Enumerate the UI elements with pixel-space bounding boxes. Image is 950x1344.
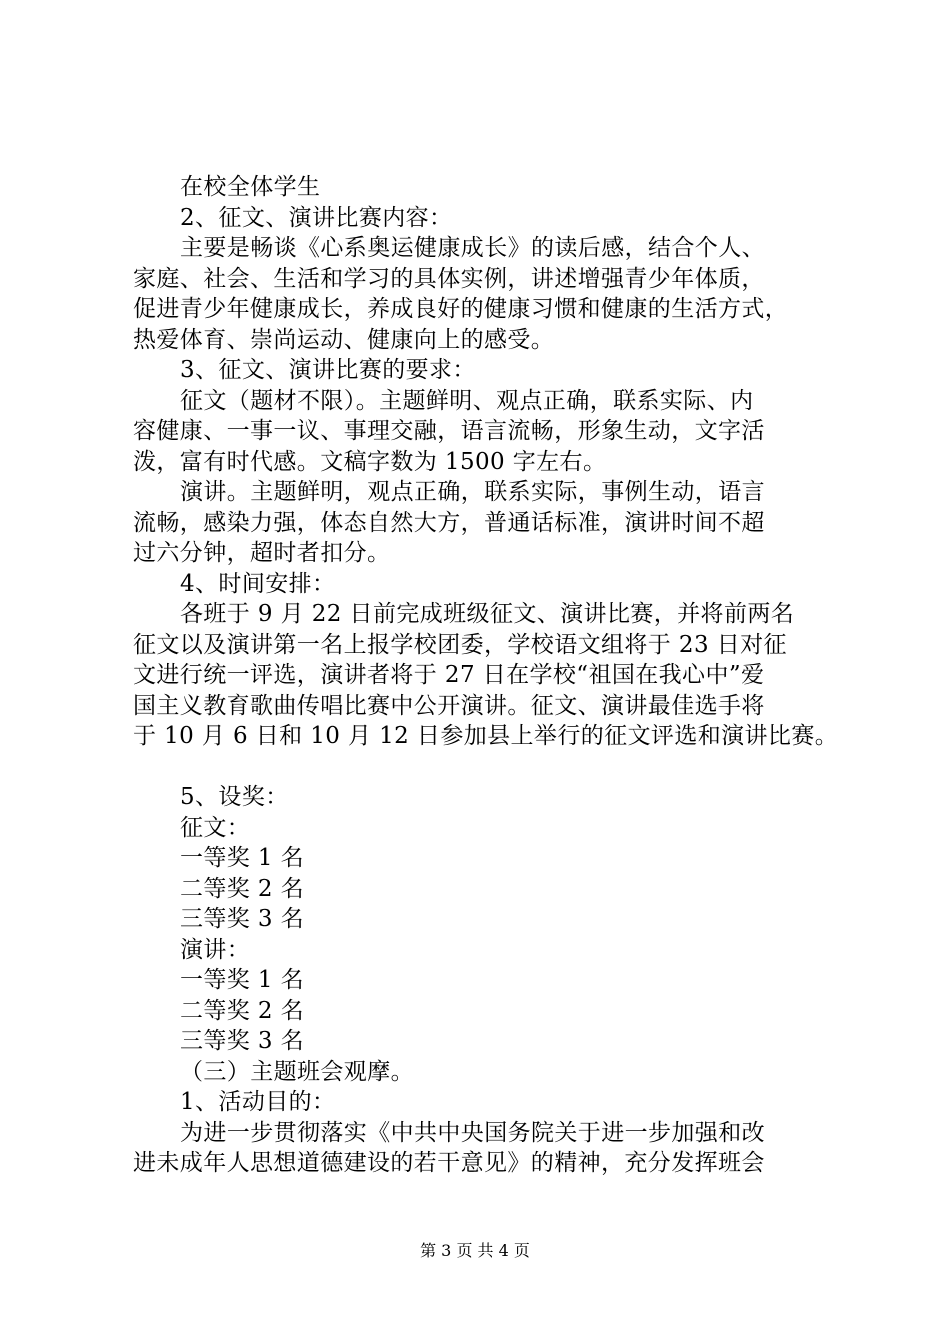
text-line: 3、征文、演讲比赛的要求：	[180, 357, 476, 383]
text-line: 征文（题材不限）。主题鲜明、观点正确，联系实际、内	[180, 387, 754, 414]
text-line: 演讲：	[180, 936, 251, 963]
text-line: 一等奖 1 名	[180, 967, 305, 993]
text-line: 流畅，感染力强，体态自然大方，普通话标准，演讲时间不超	[133, 509, 765, 536]
text-line: 容健康、一事一议、事理交融，语言流畅，形象生动，文字活	[133, 418, 765, 444]
blank-line	[133, 752, 853, 783]
text-line: 热爱体育、崇尚运动、健康向上的感受。	[133, 326, 555, 353]
text-line: 促进青少年健康成长，养成良好的健康习惯和健康的生活方式，	[133, 296, 789, 322]
text-line: 主要是畅谈《心系奥运健康成长》的读后感，结合个人、	[180, 235, 765, 261]
text-line: 于 10 月 6 日和 10 月 12 日参加县上举行的征文评选和演讲比赛。	[133, 723, 839, 749]
text-line: 演讲。主题鲜明，观点正确，联系实际，事例生动，语言	[180, 479, 765, 505]
text-line: 三等奖 3 名	[180, 906, 305, 932]
text-line: 5、设奖：	[180, 784, 289, 810]
text-line: 家庭、社会、生活和学习的具体实例，讲述增强青少年体质，	[133, 265, 765, 292]
text-line: 征文：	[180, 814, 251, 841]
text-line: 在校全体学生	[180, 174, 321, 200]
text-line: 过六分钟，超时者扣分。	[133, 540, 391, 566]
text-line: 1、活动目的：	[180, 1089, 336, 1115]
text-line: 进未成年人思想道德建设的若干意见》的精神，充分发挥班会	[133, 1150, 765, 1176]
text-line: 征文以及演讲第一名上报学校团委，学校语文组将于 23 日对征	[133, 631, 787, 658]
text-line: 文进行统一评选，演讲者将于 27 日在学校“祖国在我心中”爱	[133, 662, 765, 688]
text-line: 泼，富有时代感。文稿字数为 1500 字左右。	[133, 448, 607, 475]
text-line: 二等奖 2 名	[180, 875, 305, 902]
text-line: 4、时间安排：	[180, 570, 336, 597]
text-line: 二等奖 2 名	[180, 997, 305, 1024]
text-line: （三）主题班会观摩。	[180, 1058, 414, 1085]
text-line: 三等奖 3 名	[180, 1028, 305, 1054]
text-line: 为进一步贯彻落实《中共中央国务院关于进一步加强和改	[180, 1119, 765, 1146]
text-line: 一等奖 1 名	[180, 845, 305, 871]
text-line: 2、征文、演讲比赛内容：	[180, 204, 453, 231]
document-body	[133, 172, 853, 1179]
text-line: 各班于 9 月 22 日前完成班级征文、演讲比赛，并将前两名	[180, 601, 795, 627]
page-footer: 第 3 页 共 4 页	[420, 1241, 530, 1260]
text-line: 国主义教育歌曲传唱比赛中公开演讲。征文、演讲最佳选手将	[133, 692, 765, 719]
